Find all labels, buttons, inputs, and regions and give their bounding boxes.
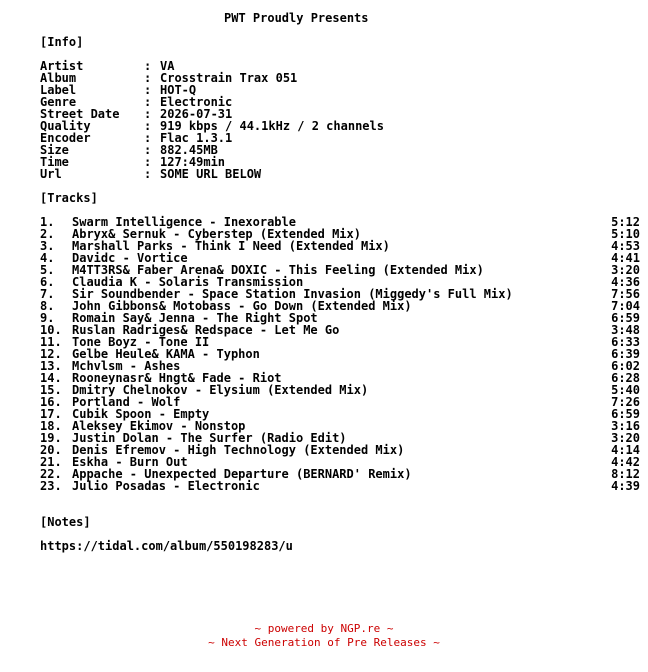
- info-colon: :: [144, 59, 152, 73]
- info-value: SOME URL BELOW: [160, 167, 262, 181]
- track-number: 19.: [40, 431, 62, 445]
- track-duration: 6:33: [611, 335, 640, 349]
- track-duration: 5:10: [611, 227, 640, 241]
- track-number: 9.: [40, 311, 55, 325]
- track-number: 8.: [40, 299, 55, 313]
- track-number: 3.: [40, 239, 55, 253]
- info-colon: :: [144, 107, 152, 121]
- track-duration: 3:20: [611, 263, 640, 277]
- track-duration: 6:02: [611, 359, 640, 373]
- track-number: 4.: [40, 251, 55, 265]
- track-title: Aleksey Ekimov - Nonstop: [72, 419, 246, 433]
- track-title: Rooneynasr& Hngt& Fade - Riot: [72, 371, 282, 385]
- track-number: 22.: [40, 467, 62, 481]
- track-number: 2.: [40, 227, 55, 241]
- track-duration: 6:28: [611, 371, 640, 385]
- info-value: Crosstrain Trax 051: [160, 71, 298, 85]
- info-value: Flac 1.3.1: [160, 131, 233, 145]
- track-number: 18.: [40, 419, 62, 433]
- track-title: Appache - Unexpected Departure (BERNARD' Remix): [72, 467, 412, 481]
- track-number: 17.: [40, 407, 62, 421]
- track-number: 7.: [40, 287, 55, 301]
- track-duration: 4:53: [611, 239, 640, 253]
- info-header: [Info]: [40, 35, 84, 49]
- track-title: Ruslan Radriges& Redspace - Let Me Go: [72, 323, 340, 337]
- track-title: Sir Soundbender - Space Station Invasion (Miggedy's Full Mix): [72, 287, 513, 301]
- track-duration: 4:14: [611, 443, 640, 457]
- track-title: Davidc - Vortice: [72, 251, 188, 265]
- track-number: 11.: [40, 335, 62, 349]
- track-title: Eskha - Burn Out: [72, 455, 188, 469]
- notes-header: [Notes]: [40, 515, 91, 529]
- track-title: Gelbe Heule& KAMA - Typhon: [72, 347, 260, 361]
- track-duration: 4:36: [611, 275, 640, 289]
- track-duration: 3:20: [611, 431, 640, 445]
- track-duration: 7:56: [611, 287, 640, 301]
- info-key: Time: [40, 155, 69, 169]
- info-value: 882.45MB: [160, 143, 218, 157]
- info-key: Street Date: [40, 107, 120, 121]
- info-colon: :: [144, 83, 152, 97]
- track-title: Romain Say& Jenna - The Right Spot: [72, 311, 318, 325]
- info-colon: :: [144, 131, 152, 145]
- track-duration: 7:26: [611, 395, 640, 409]
- track-number: 16.: [40, 395, 62, 409]
- track-number: 10.: [40, 323, 62, 337]
- track-number: 12.: [40, 347, 62, 361]
- track-title: Dmitry Chelnokov - Elysium (Extended Mix): [72, 383, 369, 397]
- track-title: M4TT3RS& Faber Arena& DOXIC - This Feeling (Extended Mix): [72, 263, 484, 277]
- track-title: John Gibbons& Motobass - Go Down (Extended Mix): [72, 299, 412, 313]
- track-title: Claudia K - Solaris Transmission: [72, 275, 304, 289]
- track-title: Abryx& Sernuk - Cyberstep (Extended Mix): [72, 227, 361, 241]
- info-value: 919 kbps / 44.1kHz / 2 channels: [160, 119, 384, 133]
- track-duration: 3:48: [611, 323, 640, 337]
- track-title: Marshall Parks - Think I Need (Extended Mix): [72, 239, 390, 253]
- info-value: Electronic: [160, 95, 233, 109]
- info-key: Size: [40, 143, 69, 157]
- track-title: Portland - Wolf: [72, 395, 181, 409]
- track-number: 20.: [40, 443, 62, 457]
- info-key: Album: [40, 71, 77, 85]
- track-duration: 4:41: [611, 251, 640, 265]
- track-duration: 3:16: [611, 419, 640, 433]
- info-key: Quality: [40, 119, 91, 133]
- info-key: Encoder: [40, 131, 91, 145]
- track-duration: 6:59: [611, 407, 640, 421]
- track-title: Justin Dolan - The Surfer (Radio Edit): [72, 431, 347, 445]
- info-key: Genre: [40, 95, 77, 109]
- track-title: Mchvlsm - Ashes: [72, 359, 181, 373]
- track-number: 13.: [40, 359, 62, 373]
- track-title: Cubik Spoon - Empty: [72, 407, 210, 421]
- info-colon: :: [144, 155, 152, 169]
- notes-url: https://tidal.com/album/550198283/u: [40, 539, 293, 553]
- track-number: 23.: [40, 479, 62, 493]
- info-colon: :: [144, 167, 152, 181]
- track-number: 1.: [40, 215, 55, 229]
- info-key: Artist: [40, 59, 84, 73]
- track-duration: 4:42: [611, 455, 640, 469]
- track-duration: 8:12: [611, 467, 640, 481]
- track-number: 14.: [40, 371, 62, 385]
- track-duration: 6:59: [611, 311, 640, 325]
- track-title: Swarm Intelligence - Inexorable: [72, 215, 296, 229]
- track-number: 6.: [40, 275, 55, 289]
- info-colon: :: [144, 119, 152, 133]
- track-title: Denis Efremov - High Technology (Extended Mix): [72, 443, 405, 457]
- info-colon: :: [144, 71, 152, 85]
- track-duration: 4:39: [611, 479, 640, 493]
- info-value: 2026-07-31: [160, 107, 233, 121]
- track-title: Tone Boyz - Tone II: [72, 335, 210, 349]
- info-colon: :: [144, 95, 152, 109]
- track-number: 15.: [40, 383, 62, 397]
- page-title: PWT Proudly Presents: [224, 11, 369, 25]
- track-duration: 7:04: [611, 299, 640, 313]
- info-value: 127:49min: [160, 155, 226, 169]
- track-number: 5.: [40, 263, 55, 277]
- info-value: HOT-Q: [160, 83, 197, 97]
- track-number: 21.: [40, 455, 62, 469]
- track-title: Julio Posadas - Electronic: [72, 479, 260, 493]
- footer-tagline: ~ Next Generation of Pre Releases ~: [208, 636, 440, 649]
- track-duration: 6:39: [611, 347, 640, 361]
- info-key: Label: [40, 83, 77, 97]
- track-duration: 5:12: [611, 215, 640, 229]
- info-key: Url: [40, 167, 62, 181]
- info-value: VA: [160, 59, 175, 73]
- tracks-header: [Tracks]: [40, 191, 98, 205]
- info-colon: :: [144, 143, 152, 157]
- footer-powered-by: ~ powered by NGP.re ~: [254, 622, 394, 635]
- track-duration: 5:40: [611, 383, 640, 397]
